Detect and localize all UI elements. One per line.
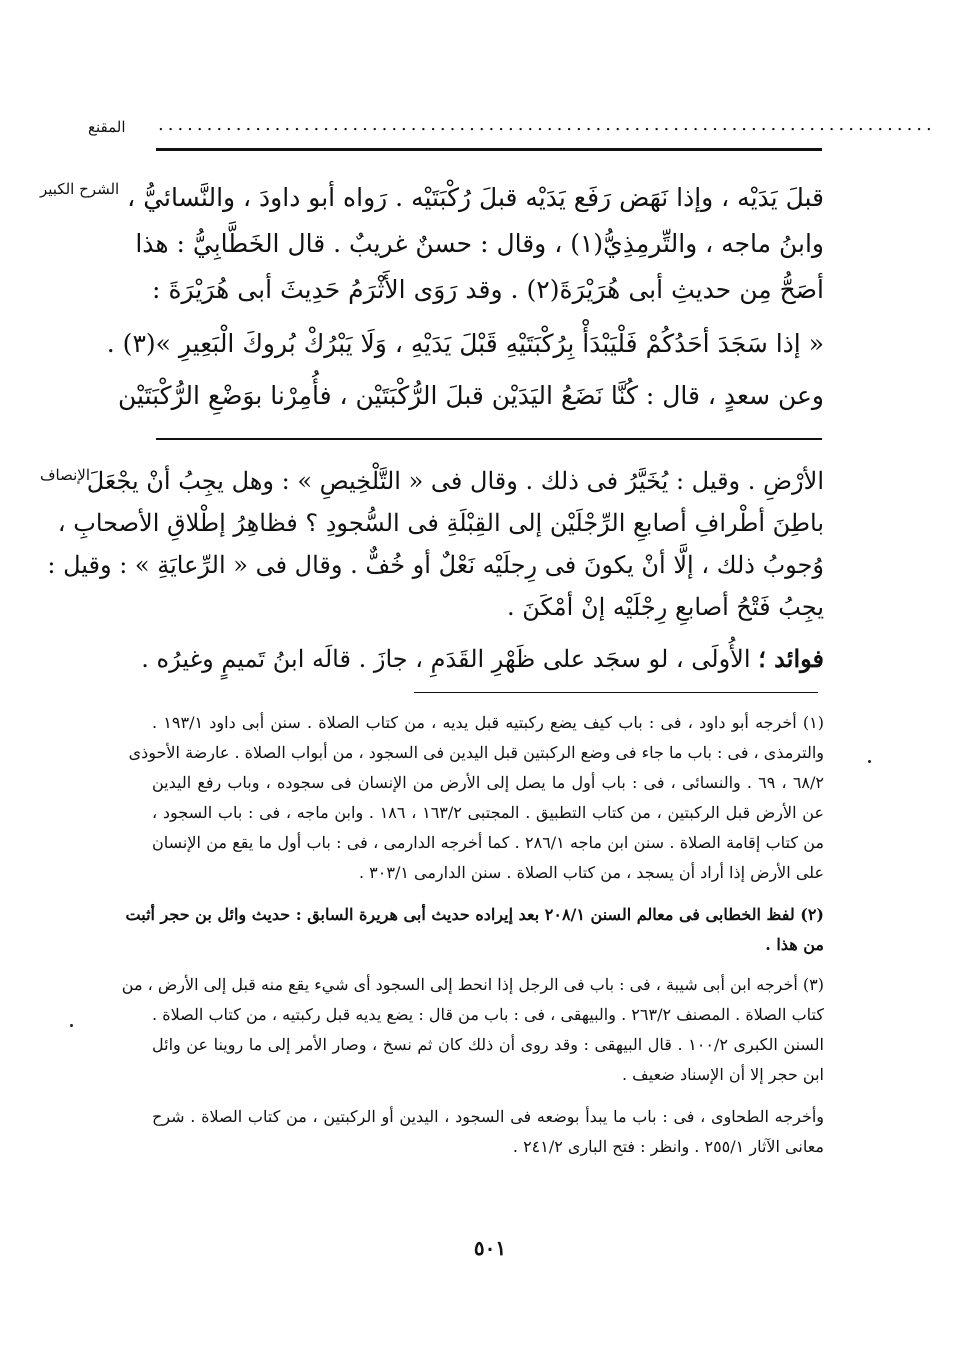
fawaid-heading: فوائد ؛ <box>758 644 824 673</box>
running-title: المقنع <box>88 118 126 136</box>
footnote-1-line: على الأرض إذا أراد أن يسجد ، من كتاب الصلاة . سنن الدارمى ٣٠٣/١ . <box>359 863 824 882</box>
margin-speck <box>868 760 871 763</box>
section-label-sharh: الشرح الكبير <box>40 180 120 198</box>
header-rule <box>156 148 822 151</box>
footnote-3-continuation-line: وأخرجه الطحاوى ، فى : باب ما يبدأ بوضعه فى السجود ، اليدين أو الركبتين ، من كتاب الصلاة . شرح <box>152 1107 825 1126</box>
header-dot-leader: ................................................................................ <box>158 114 936 135</box>
footnote-1-line: من كتاب إقامة الصلاة . سنن ابن ماجه ٢٨٦/١ . كما أخرجه الدارمى ، فى : باب أول ما يقع من الإنسان <box>152 833 824 852</box>
sharh-line: قبلَ يَدَيْه ، وإذا نَهَض رَفَع يَدَيْه قبلَ رُكْبَتَيْه . رَواه أبو داودَ ، والنَّسائيُّ ، <box>127 183 824 212</box>
footnote-2-line: (٢) لفظ الخطابى فى معالم السنن ٢٠٨/١ بعد إيراده حديث أبى هريرة السابق : حديث وائل بن حجر أثبت <box>125 905 824 924</box>
page-number: ٥٠١ <box>473 1236 507 1260</box>
margin-speck <box>70 1024 73 1027</box>
sharh-line: أصَحُّ مِن حديثِ أبى هُرَيْرَةَ(٢) . وقد رَوَى الأَثْرَمُ حَدِيثَ أبى هُرَيْرَةَ : <box>152 275 824 304</box>
footnote-1-line: والترمذى ، فى : باب ما جاء فى وضع الركبتين قبل اليدين فى السجود ، من أبواب الصلاة . عارضة الأحوذى <box>128 743 824 762</box>
insaf-line: باطِنَ أطْرافِ أصابعِ الرِّجْلَيْن إلى القِبْلَةِ فى السُّجودِ ؟ فظاهِرُ إطْلاقِ الأصحابِ ، <box>57 509 824 537</box>
footnote-1-line: عن الأرض قبل الركبتين ، من كتاب التطبيق . المجتبى ١٦٣/٢ ، ١٨٦ . وابن ماجه ، فى : باب السجود ، <box>152 803 825 822</box>
footnote-3-line: السنن الكبرى ١٠٠/٢ . قال البيهقى : وقد روى أن ذلك كان ثم نسخ ، وصار الأمر إلى ما روينا عن وائل <box>152 1035 825 1054</box>
insaf-line: يجِبُ فَتْحُ أصابعِ رِجْلَيْه إنْ أمْكَنَ . <box>507 593 824 621</box>
footnote-rule <box>414 692 818 693</box>
sharh-line: وابنُ ماجه ، والتِّرمِذِيُّ(١) ، وقال : حسنٌ غريبٌ . قال الخَطَّابِيُّ : هذا <box>135 229 824 258</box>
insaf-line: الأرْضِ . وقيل : يُخَيَّرُ فى ذلك . وقال فى « التَّلْخِيصِ » : وهل يجِبُ أنْ يجْعَلَ <box>86 467 824 495</box>
footnote-2-line: من هذا . <box>765 935 824 954</box>
footnote-3-line: ابن حجر إلا أن الإسناد ضعيف . <box>622 1065 824 1084</box>
fawaid-text: الأُولَى ، لو سجَد على ظَهْرِ القَدَمِ ، جازَ . قالَه ابنُ تَميمٍ وغيرُه . <box>141 645 751 673</box>
footnote-3-line: (٣) أخرجه ابن أبى شيبة ، فى : باب فى الرجل إذا انحط إلى السجود أى شيء يقع منه قبل إلى الأرض ، من <box>121 975 824 994</box>
footnote-1-line: ٦٨/٢ ، ٦٩ . والنسائى ، فى : باب أول ما يصل إلى الأرض من الإنسان فى سجوده ، وباب رفع اليدين <box>152 773 824 792</box>
sharh-line: وعن سعدٍ ، قال : كُنَّا نَضَعُ اليَدَيْن قبلَ الرُّكْبَتَيْن ، فأُمِرْنا بوَضْعِ الرُّكْبَتَيْن <box>118 381 824 410</box>
footnote-3-line: كتاب الصلاة . المصنف ٢٦٣/٢ . والبيهقى ، فى : باب من قال : يضع يديه قبل ركبتيه ، من كتاب الصلاة . <box>152 1005 824 1024</box>
section-divider <box>156 438 822 440</box>
insaf-line: وُجوبُ ذلك ، إلَّا أنْ يكونَ فى رِجلَيْه نَعْلٌ أو خُفٌّ . وقال فى « الرِّعايَةِ » : وقيل : <box>47 551 824 579</box>
fawaid-line <box>141 638 824 680</box>
section-label-insaf: الإنصاف <box>40 466 91 484</box>
footnote-1-line: (١) أخرجه أبو داود ، فى : باب كيف يضع ركبتيه قبل يديه ، من كتاب الصلاة . سنن أبى داود ١٩٣/١ . <box>152 713 824 732</box>
sharh-line: « إذا سَجَدَ أحَدُكُمْ فَلْيَبْدَأْ بِرُكْبَتَيْهِ قَبْلَ يَدَيْهِ ، وَلَا يَبْرُكْ بُروكَ الْبَعِيرِ »(٣) . <box>106 329 824 358</box>
footnote-3-continuation-line: معانى الآثار ٢٥٥/١ . وانظر : فتح البارى ٢٤١/٢ . <box>512 1137 824 1156</box>
